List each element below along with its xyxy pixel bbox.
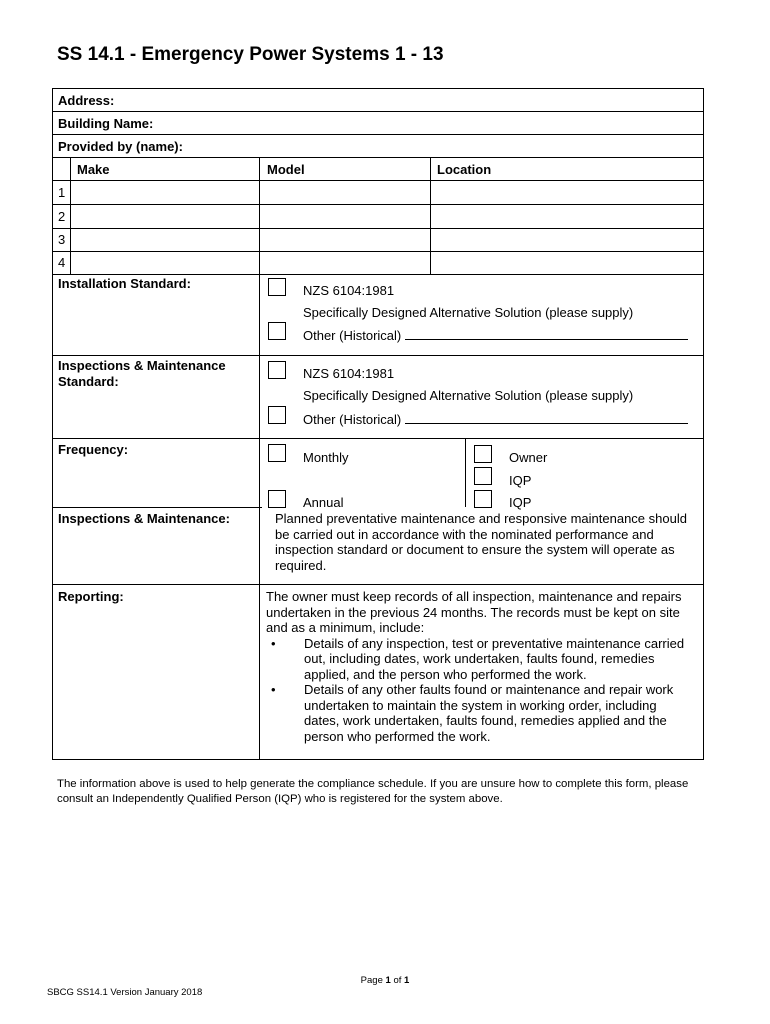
installation-other-checkbox[interactable] xyxy=(268,322,286,340)
installation-other-label: Other (Historical) xyxy=(303,328,402,343)
frequency-owner-option: Owner xyxy=(509,450,548,465)
inspection-standard-label: Inspections & Maintenance Standard: xyxy=(58,358,226,389)
page-total: 1 xyxy=(404,975,410,986)
frequency-monthly-iqp-option: IQP xyxy=(509,473,532,488)
reporting-intro: The owner must keep records of all inspection, maintenance and repairs undertaken in the previous 24 months. The records must be kept on site and as a minimum, include: xyxy=(266,589,682,635)
table-border xyxy=(703,88,704,760)
address-label: Address: xyxy=(58,93,115,108)
table-border xyxy=(52,228,704,229)
table-border xyxy=(52,88,53,760)
row-number: 4 xyxy=(58,255,66,270)
column-header-model: Model xyxy=(267,162,305,177)
table-border xyxy=(259,157,260,759)
inspection-other-label: Other (Historical) xyxy=(303,412,402,427)
reporting-text xyxy=(266,589,694,744)
row-number: 2 xyxy=(58,209,66,224)
inspections-maintenance-text: Planned preventative maintenance and responsive maintenance should be carried out in accordance with the nominated performance and inspection standard or document to ensure the system will operate as required. xyxy=(275,511,687,573)
frequency-annual-iqp-checkbox[interactable] xyxy=(474,490,492,508)
reporting-bullet: • Details of any other faults found or maintenance and repair work undertaken to maintain the system in working order, including dates, work undertaken, faults found, remedies applied and the person who performed the work. xyxy=(266,682,694,744)
table-border xyxy=(52,251,704,252)
table-border xyxy=(52,204,704,205)
installation-nzs-option: NZS 6104:1981 xyxy=(303,283,395,298)
page-current: 1 xyxy=(385,975,391,986)
page-title: SS 14.1 - Emergency Power Systems 1 - 13 xyxy=(57,44,444,65)
frequency-monthly-checkbox[interactable] xyxy=(268,444,286,462)
table-border xyxy=(52,157,704,158)
provided-by-label: Provided by (name): xyxy=(58,139,183,154)
footnote: The information above is used to help generate the compliance schedule. If you are unsure how to complete this form, please consult an Independently Qualified Person (IQP) who is registered for the system above. xyxy=(57,778,689,805)
table-border xyxy=(52,759,704,760)
frequency-annual-checkbox[interactable] xyxy=(268,490,286,508)
reporting-bullet-list xyxy=(266,636,694,745)
inspection-alternative-option: Specifically Designed Alternative Solution (please supply) xyxy=(303,388,634,403)
page-prefix: Page xyxy=(360,975,383,986)
inspection-nzs-option: NZS 6104:1981 xyxy=(303,366,395,381)
installation-other-blank[interactable] xyxy=(405,327,688,340)
frequency-monthly-option: Monthly xyxy=(303,450,349,465)
table-border xyxy=(52,438,704,439)
frequency-label: Frequency: xyxy=(58,442,129,457)
table-border xyxy=(52,355,704,356)
table-border xyxy=(52,88,704,89)
installation-standard-label: Installation Standard: xyxy=(58,276,191,291)
inspection-nzs-checkbox[interactable] xyxy=(268,361,286,379)
table-border xyxy=(465,438,466,507)
building-name-label: Building Name: xyxy=(58,116,154,131)
frequency-owner-checkbox[interactable] xyxy=(474,445,492,463)
row-number: 3 xyxy=(58,232,66,247)
frequency-annual-iqp-option: IQP xyxy=(509,495,532,510)
table-border xyxy=(430,157,431,274)
table-border xyxy=(52,180,704,181)
version-text: SBCG SS14.1 Version January 2018 xyxy=(47,987,203,998)
table-border xyxy=(52,584,704,585)
reporting-bullet: • Details of any inspection, test or preventative maintenance carried out, including dates, work undertaken, faults found, remedies applied, and the person who performed the work. xyxy=(266,636,694,683)
table-border xyxy=(52,274,704,275)
table-border xyxy=(52,111,704,112)
table-border xyxy=(52,134,704,135)
frequency-annual-option: Annual xyxy=(303,495,344,510)
inspection-other-option xyxy=(303,411,688,428)
column-header-make: Make xyxy=(77,162,110,177)
frequency-monthly-iqp-checkbox[interactable] xyxy=(474,467,492,485)
column-header-location: Location xyxy=(437,162,492,177)
page-of: of xyxy=(393,975,402,986)
inspection-other-blank[interactable] xyxy=(405,411,688,424)
inspection-other-checkbox[interactable] xyxy=(268,406,286,424)
inspections-maintenance-label: Inspections & Maintenance: xyxy=(58,511,230,526)
row-number: 1 xyxy=(58,185,66,200)
installation-alternative-option: Specifically Designed Alternative Solution (please supply) xyxy=(303,305,634,320)
reporting-label: Reporting: xyxy=(58,589,124,604)
installation-nzs-checkbox[interactable] xyxy=(268,278,286,296)
installation-other-option xyxy=(303,327,688,344)
table-border xyxy=(52,507,262,508)
page-number xyxy=(0,975,770,986)
table-border xyxy=(70,157,71,274)
